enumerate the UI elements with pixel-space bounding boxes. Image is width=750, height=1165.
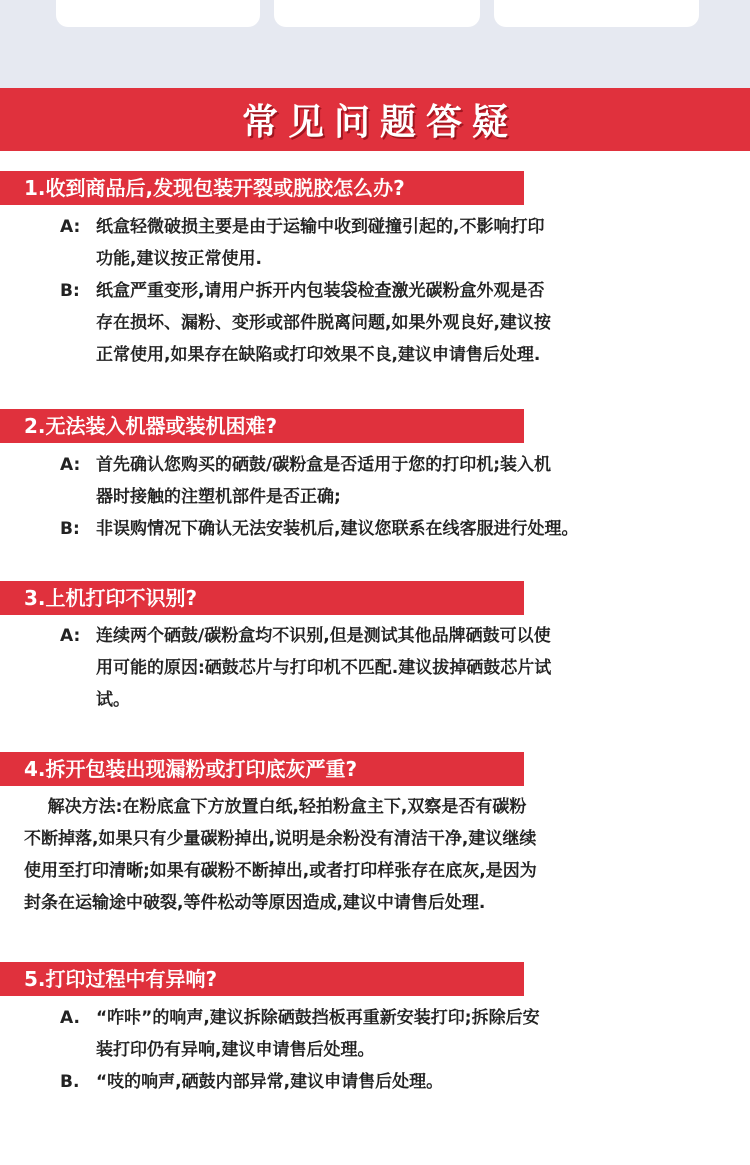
answer-line: 装打印仍有异响,建议申请售后处理。: [96, 1040, 375, 1060]
answer-item: [0, 620, 750, 716]
answer-marker: A:: [60, 455, 81, 475]
answer-text: [96, 211, 722, 275]
paragraph-line: 封条在运输途中破裂,等件松动等原因造成,建议中请售后处理.: [24, 893, 486, 913]
answer-marker: A.: [60, 1008, 80, 1028]
answer-item: [0, 449, 750, 513]
answer-marker: B:: [60, 281, 80, 301]
answer-line: 功能,建议按正常使用.: [96, 249, 262, 269]
question-header-3: 3.上机打印不识别?: [0, 581, 524, 615]
paragraph-line: 解决方法:在粉底盒下方放置白纸,轻拍粉盒主下,双察是否有碳粉: [24, 797, 527, 817]
answer-item: [0, 1002, 750, 1066]
banner-title: 常见问题答疑: [241, 102, 518, 143]
top-card-2: [274, 0, 480, 27]
answers-1: [0, 211, 750, 371]
answer-text: [96, 513, 750, 545]
answer-marker: A:: [60, 217, 81, 237]
answer-line: 非误购情况下确认无法安装机后,建议您联系在线客服进行处理。: [96, 519, 579, 539]
answer-item: [0, 1066, 750, 1098]
answers-2: [0, 449, 750, 545]
answer-line: 存在损坏、漏粉、变形或部件脱离问题,如果外观良好,建议按: [96, 313, 551, 333]
answers-3: [0, 620, 750, 716]
answer-marker: B.: [60, 1072, 80, 1092]
faq-banner: [0, 88, 750, 151]
answer-line: “吱的响声,硒鼓内部异常,建议申请售后处理。: [96, 1072, 444, 1092]
paragraph-line: 不断掉落,如果只有少量碳粉掉出,说明是余粉没有清洁干净,建议继续: [24, 829, 537, 849]
answer-line: 首先确认您购买的硒鼓/碳粉盒是否适用于您的打印机;装入机: [96, 455, 552, 475]
answer-line: 器时接触的注塑机部件是否正确;: [96, 487, 341, 507]
answer-text: [96, 1066, 722, 1098]
answer-line: 纸盒严重变形,请用户拆开内包装袋检查激光碳粉盒外观是否: [96, 281, 545, 301]
top-background: [0, 0, 750, 88]
answer-text: [96, 620, 722, 716]
answer-line: “咋咔”的响声,建议拆除硒鼓挡板再重新安装打印;拆除后安: [96, 1008, 540, 1028]
question-header-1: 1.收到商品后,发现包装开裂或脱胶怎么办?: [0, 171, 524, 205]
answer-line: 连续两个硒鼓/碳粉盒均不识别,但是测试其他品牌硒鼓可以使: [96, 626, 551, 646]
solution-paragraph: [0, 791, 750, 919]
answer-item: [0, 211, 750, 275]
answer-line: 试。: [96, 690, 130, 710]
answer-text: [96, 1002, 722, 1066]
answer-item: [0, 513, 750, 545]
answer-line: 纸盒轻微破损主要是由于运输中收到碰撞引起的,不影响打印: [96, 217, 545, 237]
paragraph-line: 使用至打印清晰;如果有碳粉不断掉出,或者打印样张存在底灰,是因为: [24, 861, 537, 881]
answer-item: [0, 275, 750, 371]
question-header-5: 5.打印过程中有异响?: [0, 962, 524, 996]
question-header-2: 2.无法装入机器或装机困难?: [0, 409, 524, 443]
answer-text: [96, 275, 722, 371]
answer-line: 用可能的原因:硒鼓芯片与打印机不匹配.建议拔掉硒鼓芯片试: [96, 658, 552, 678]
answers-5: [0, 1002, 750, 1098]
answer-marker: A:: [60, 626, 81, 646]
question-header-4: 4.拆开包装出现漏粉或打印底灰严重?: [0, 752, 524, 786]
answer-marker: B:: [60, 519, 80, 539]
answer-line: 正常使用,如果存在缺陷或打印效果不良,建议申请售后处理.: [96, 345, 541, 365]
top-card-1: [56, 0, 260, 27]
answer-text: [96, 449, 722, 513]
top-card-3: [494, 0, 699, 27]
